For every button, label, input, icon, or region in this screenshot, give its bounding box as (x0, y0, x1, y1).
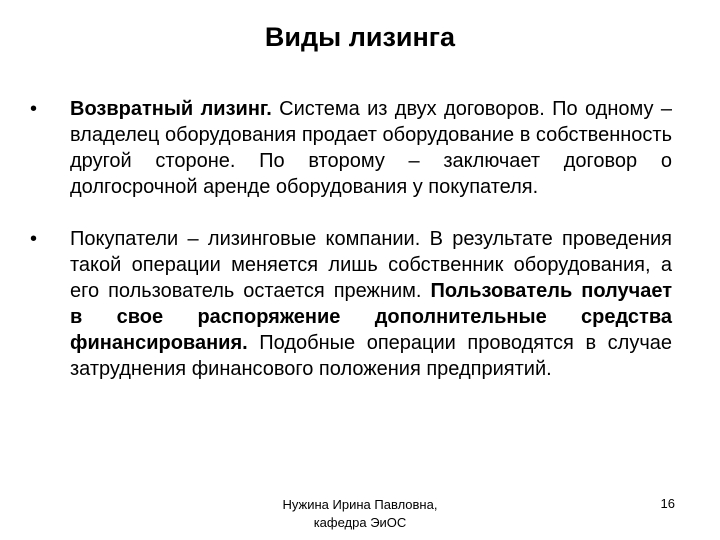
bullet-bold-lead: Возвратный лизинг. (70, 98, 272, 120)
bullet-text: Система из двух договоров. По одному – владелец оборудования продает оборудование в собственность другой стороне. По второму – заключает договор о долгосрочной аренде оборудования у покупателя. (70, 98, 672, 198)
slide-title: Виды лизинга (264, 22, 456, 52)
bullet-item-return-leasing (30, 96, 672, 200)
bullet-dot-icon: • (30, 228, 38, 250)
bullet-dot-icon: • (30, 98, 38, 120)
bullet-list (30, 96, 672, 382)
bullet-text-before: Покупатели – лизинговые компании. В результате проведения такой операции меняется лишь собственник оборудования, а его пользователь остается прежним. (70, 228, 672, 302)
bullet-text-after: Подобные операции проводятся в случае затруднения финансового положения предприятий. (70, 332, 672, 380)
page-number: 16 (660, 496, 675, 511)
footer-author (220, 496, 500, 532)
footer-department: кафедра ЭиОС (313, 515, 407, 530)
bullet-item-buyers (30, 226, 672, 382)
footer-author-name: Нужина Ирина Павловна, (282, 497, 438, 512)
bullet-bold-middle: Пользователь получает в свое распоряжение дополнительные средства финансирования. (70, 280, 672, 354)
